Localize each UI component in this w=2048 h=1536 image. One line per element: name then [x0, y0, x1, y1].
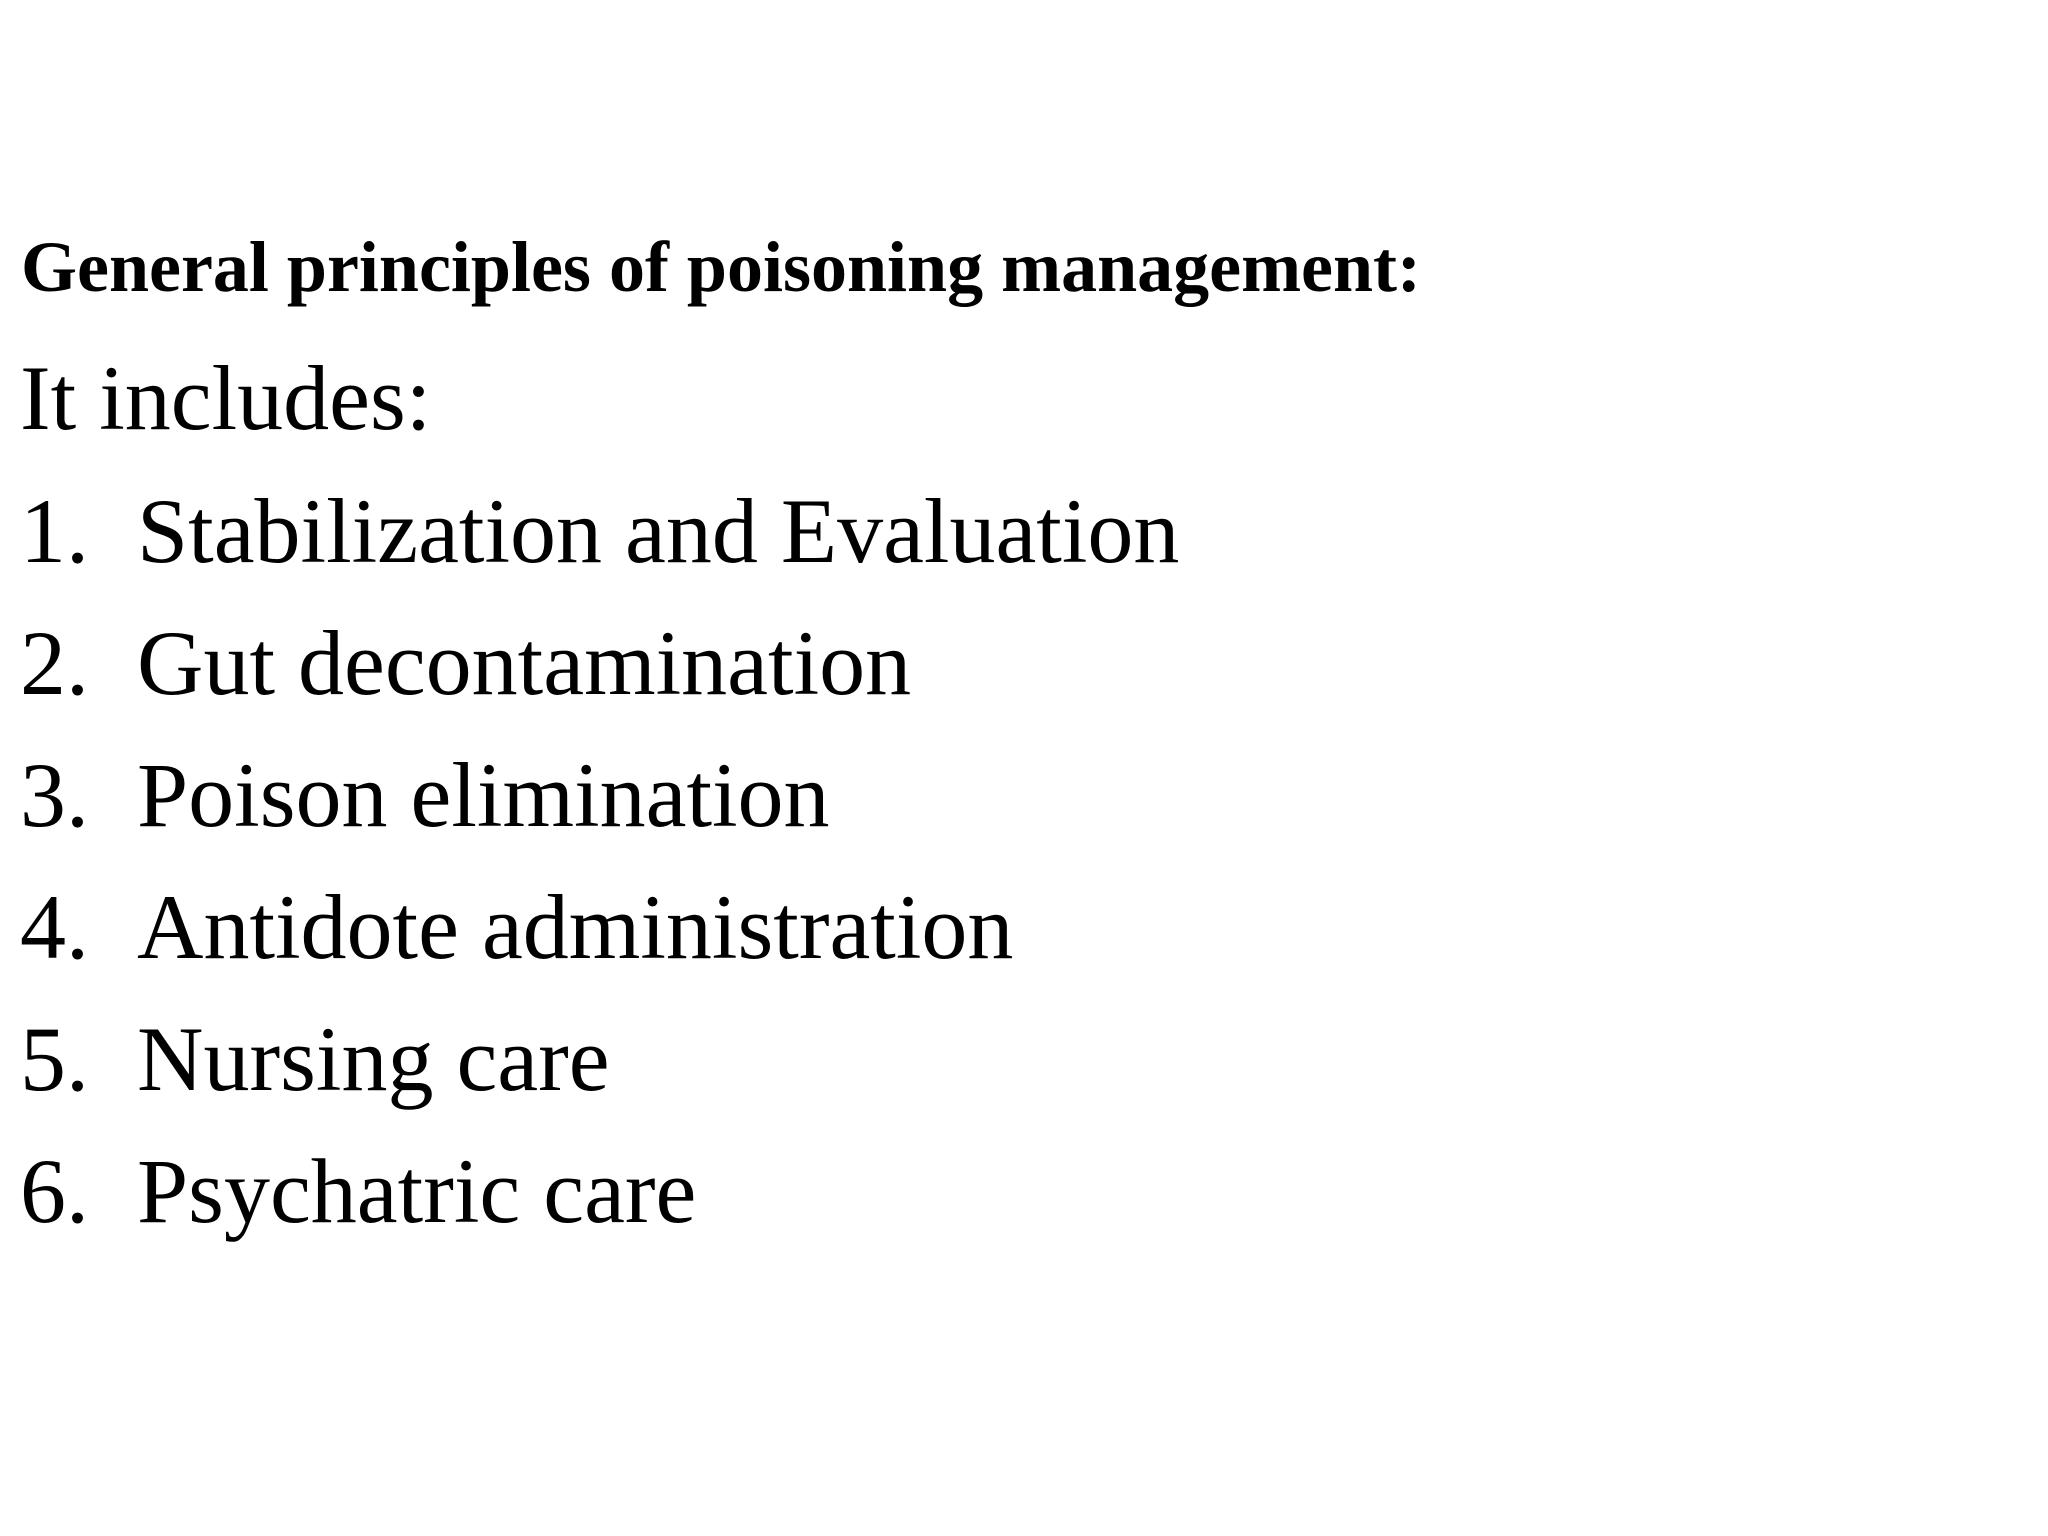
list-item	[20, 740, 1179, 872]
list-item-text: Nursing care	[137, 1008, 610, 1110]
list-item	[20, 1136, 1179, 1268]
list-item-number: 2.	[20, 612, 89, 714]
list-item-text: Psychatric care	[137, 1140, 697, 1242]
list-item-text: Gut decontamination	[137, 612, 912, 714]
list-item-number: 1.	[20, 480, 89, 582]
list-item-text: Poison elimination	[137, 744, 830, 846]
list-item-number: 4.	[20, 876, 89, 978]
list-item-number: 5.	[20, 1008, 89, 1110]
list-item-text: Stabilization and Evaluation	[137, 480, 1180, 582]
principles-list	[20, 476, 1179, 1268]
list-item	[20, 1004, 1179, 1136]
list-item-text: Antidote administration	[137, 876, 1014, 978]
list-item	[20, 476, 1179, 608]
list-item-number: 3.	[20, 744, 89, 846]
list-item	[20, 872, 1179, 1004]
list-item-number: 6.	[20, 1140, 89, 1242]
intro-text: It includes:	[20, 347, 432, 449]
list-item	[20, 608, 1179, 740]
section-heading: General principles of poisoning management:	[21, 227, 1421, 307]
